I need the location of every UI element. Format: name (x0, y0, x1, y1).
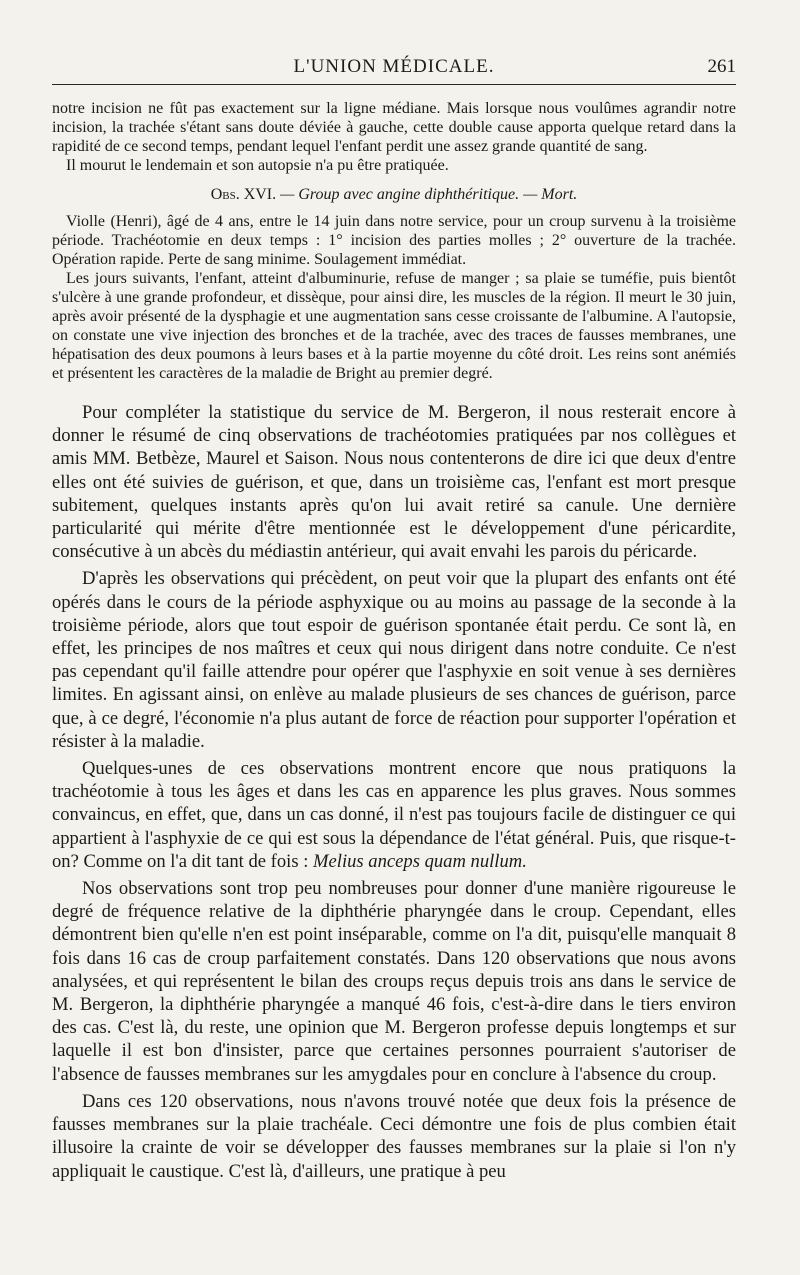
observation-heading (52, 185, 736, 204)
body-paragraph: Dans ces 120 observations, nous n'avons trouvé notée que deux fois la présence de fausses membranes sur la plaie trachéale. Ceci démontre une fois de plus combien était illusoire la crainte de voir se développer des fausses membranes sur la plaie si l'on n'y appliquait le caustique. C'est là, d'ailleurs, une pratique à peu (52, 1090, 736, 1182)
case-paragraph: Les jours suivants, l'enfant, atteint d'albuminurie, refuse de manger ; sa plaie se tuméfie, puis bientôt s'ulcère à une grande profondeur, et dissèque, pour ainsi dire, les muscles de la région. Il meurt le 30 juin, après avoir présenté de la dysphagie et une augmentation sans cesse croissante de l'albumine. A l'autopsie, on constate une vive injection des bronches et de la trachée, avec des traces de fausses membranes, une hépatisation des deux poumons à leurs bases et à la partie moyenne du côté droit. Les reins sont anémiés et présentent les caractères de la maladie de Bright au premier degré. (52, 270, 736, 382)
body-paragraph: Pour compléter la statistique du service de M. Bergeron, il nous resterait encore à donner le résumé de cinq observations de trachéotomies pratiquées par nos collègues et amis MM. Betbèze, Maurel et Saison. Nous nous contenterons de dire ici que deux d'entre elles ont été suivies de guérison, et que, dans un troisième cas, l'enfant est mort presque subitement, quelques instants après qu'on lui avait retiré sa canule. Une dernière particularité qui mérite d'être mentionnée est le développement d'une péricardite, consécutive à un abcès du médiastin antérieur, qui avait envahi les parois du péricarde. (52, 402, 736, 563)
body-paragraph-text: Quelques-unes de ces observations montrent encore que nous pratiquons la trachéotomie à tous les âges et dans les cas en apparence les plus graves. Nous sommes convaincus, en effet, que, dans un cas donné, il n'est pas toujours facile de distinguer ce qui appartient à l'asphyxie de ce qui est sous la dépendance de l'état général. Puis, que risque-t-on? Comme on l'a dit tant de fois : (52, 758, 736, 872)
body-paragraph: Nos observations sont trop peu nombreuses pour donner d'une manière rigoureuse le degré de fréquence relative de la diphthérie pharyngée dans le croup. Cependant, elles démontrent bien qu'elle n'en est point inséparable, comme on l'a dit, puisqu'elle manquait 8 fois dans 16 cas de croup parfaitement constatés. Dans 120 observations que nous avons analysées, et qui représentent le bilan des croups reçus depuis trois ans dans le service de M. Bergeron, la diphthérie pharyngée a manqué 46 fois, c'est-à-dire dans le tiers environ des cas. C'est là, du reste, une opinion que M. Bergeron professe depuis longtemps et sur laquelle il est bon d'insister, parce que certaines personnes pourraient s'autoriser de l'absence de fausses membranes sur les amygdales pour en conclure à l'absence du croup. (52, 878, 736, 1085)
continuation-paragraph: Il mourut le lendemain et son autopsie n'a pu être pratiquée. (66, 157, 449, 174)
page-number: 261 (707, 56, 736, 77)
main-text (52, 401, 736, 1183)
running-header (52, 50, 736, 85)
document-page (52, 50, 736, 1187)
running-title: L'UNION MÉDICALE. (293, 56, 495, 77)
case-paragraph: Violle (Henri), âgé de 4 ans, entre le 14 juin dans notre service, pour un croup survenu à la troisième période. Trachéotomie en deux temps : 1° incision des parties molles ; 2° ouverture de la trachée. Opération rapide. Perte de sang minime. Soulagement immédiat. (52, 213, 736, 268)
observation-label: Obs. XVI. (210, 186, 277, 203)
observation-block (52, 99, 736, 383)
continuation-paragraph: notre incision ne fût pas exactement sur la ligne médiane. Mais lorsque nous voulûmes agrandir notre incision, la trachée s'étant sans doute déviée à gauche, cette double cause apporta quelque retard dans la rapidité de ce second temps, pendant lequel l'enfant perdit une assez grande quantité de sang. (52, 100, 736, 155)
body-paragraph (52, 757, 736, 873)
observation-title: — Group avec angine diphthéritique. — Mort. (280, 186, 578, 203)
body-paragraph: D'après les observations qui précèdent, on peut voir que la plupart des enfants ont été opérés dans le cours de la période asphyxique ou au moins au passage de la seconde à la troisième période, alors que tout espoir de guérison spontanée était perdu. Ce sont là, en effet, les principes de nos maîtres et ceux qui nous dirigent dans notre conduite. Ce n'est pas cependant qu'il faille attendre pour opérer que l'asphyxie en soit venue à ses dernières limites. En agissant ainsi, on enlève au malade plusieurs de ses chances de guérison, parce que, à ce degré, l'économie n'a plus autant de force de réaction pour supporter l'opération et résister à la maladie. (52, 568, 736, 752)
latin-quote: Melius anceps quam nullum. (313, 850, 527, 872)
